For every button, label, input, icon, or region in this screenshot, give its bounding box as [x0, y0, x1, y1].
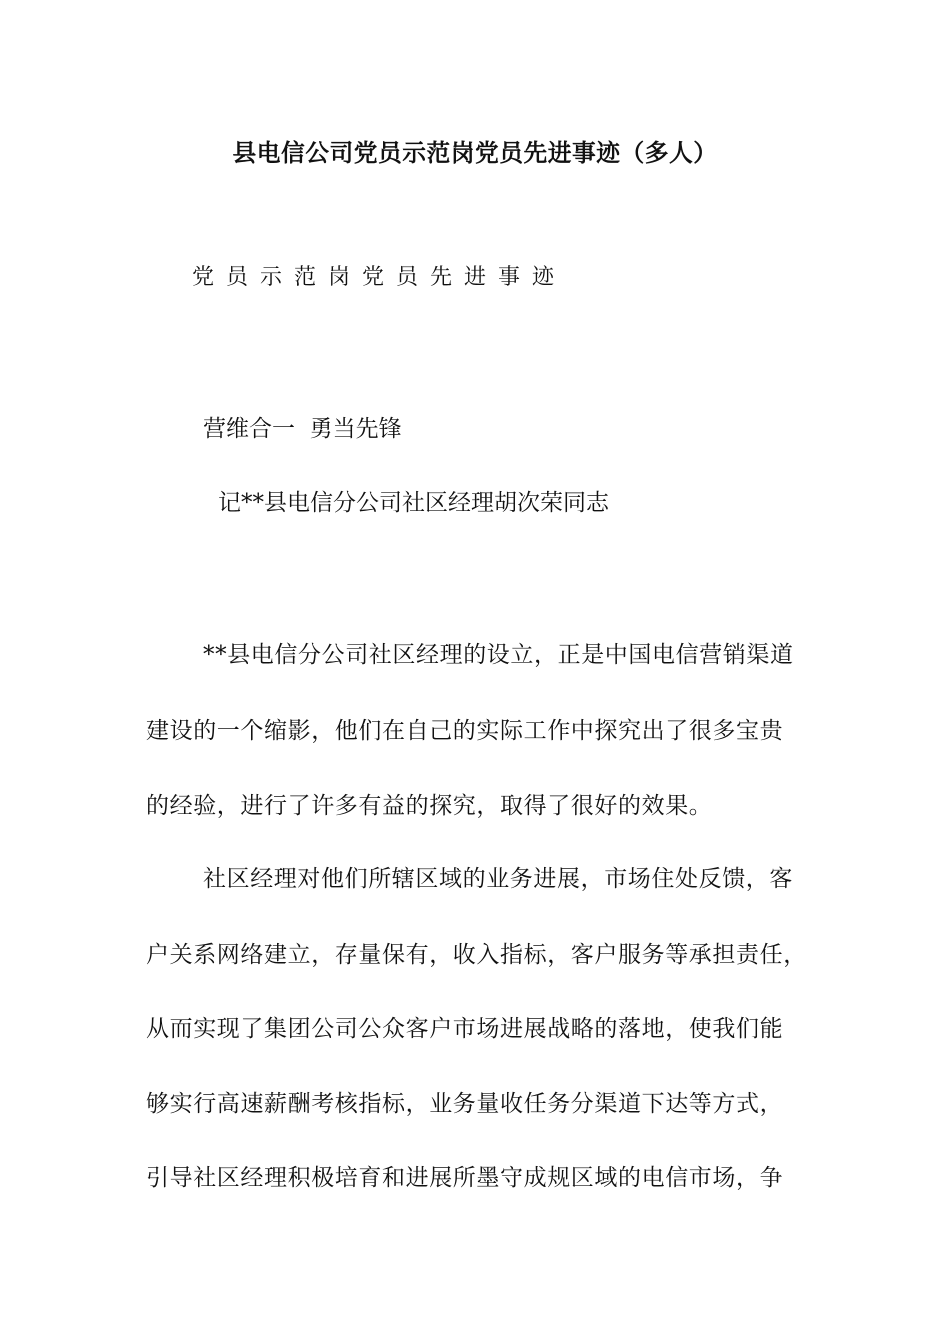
- body-line: 引导社区经理积极培育和进展所墨守成规区域的电信市场，争: [146, 1165, 784, 1191]
- section-byline: 记**县电信分公司社区经理胡次荣同志: [218, 490, 609, 516]
- body-line: 建设的一个缩影，他们在自己的实际工作中探究出了很多宝贵: [146, 718, 784, 744]
- body-line: 从而实现了集团公司公众客户市场进展战略的落地，使我们能: [146, 1016, 784, 1042]
- body-line: 的经验，进行了许多有益的探究，取得了很好的效果。: [146, 793, 713, 819]
- document-subtitle: 党员示范岗党员先进事迹: [192, 265, 567, 290]
- body-line: **县电信分公司社区经理的设立，正是中国电信营销渠道: [203, 642, 794, 668]
- body-line: 够实行高速薪酬考核指标，业务量收任务分渠道下达等方式，: [146, 1091, 784, 1117]
- body-line: 社区经理对他们所辖区域的业务进展，市场住处反馈，客: [203, 866, 793, 892]
- section-heading: 营维合一 勇当先锋: [203, 416, 402, 442]
- body-line: 户关系网络建立，存量保有，收入指标，客户服务等承担责任，: [146, 942, 807, 968]
- document-title: 县电信公司党员示范岗党员先进事迹（多人）: [232, 139, 718, 167]
